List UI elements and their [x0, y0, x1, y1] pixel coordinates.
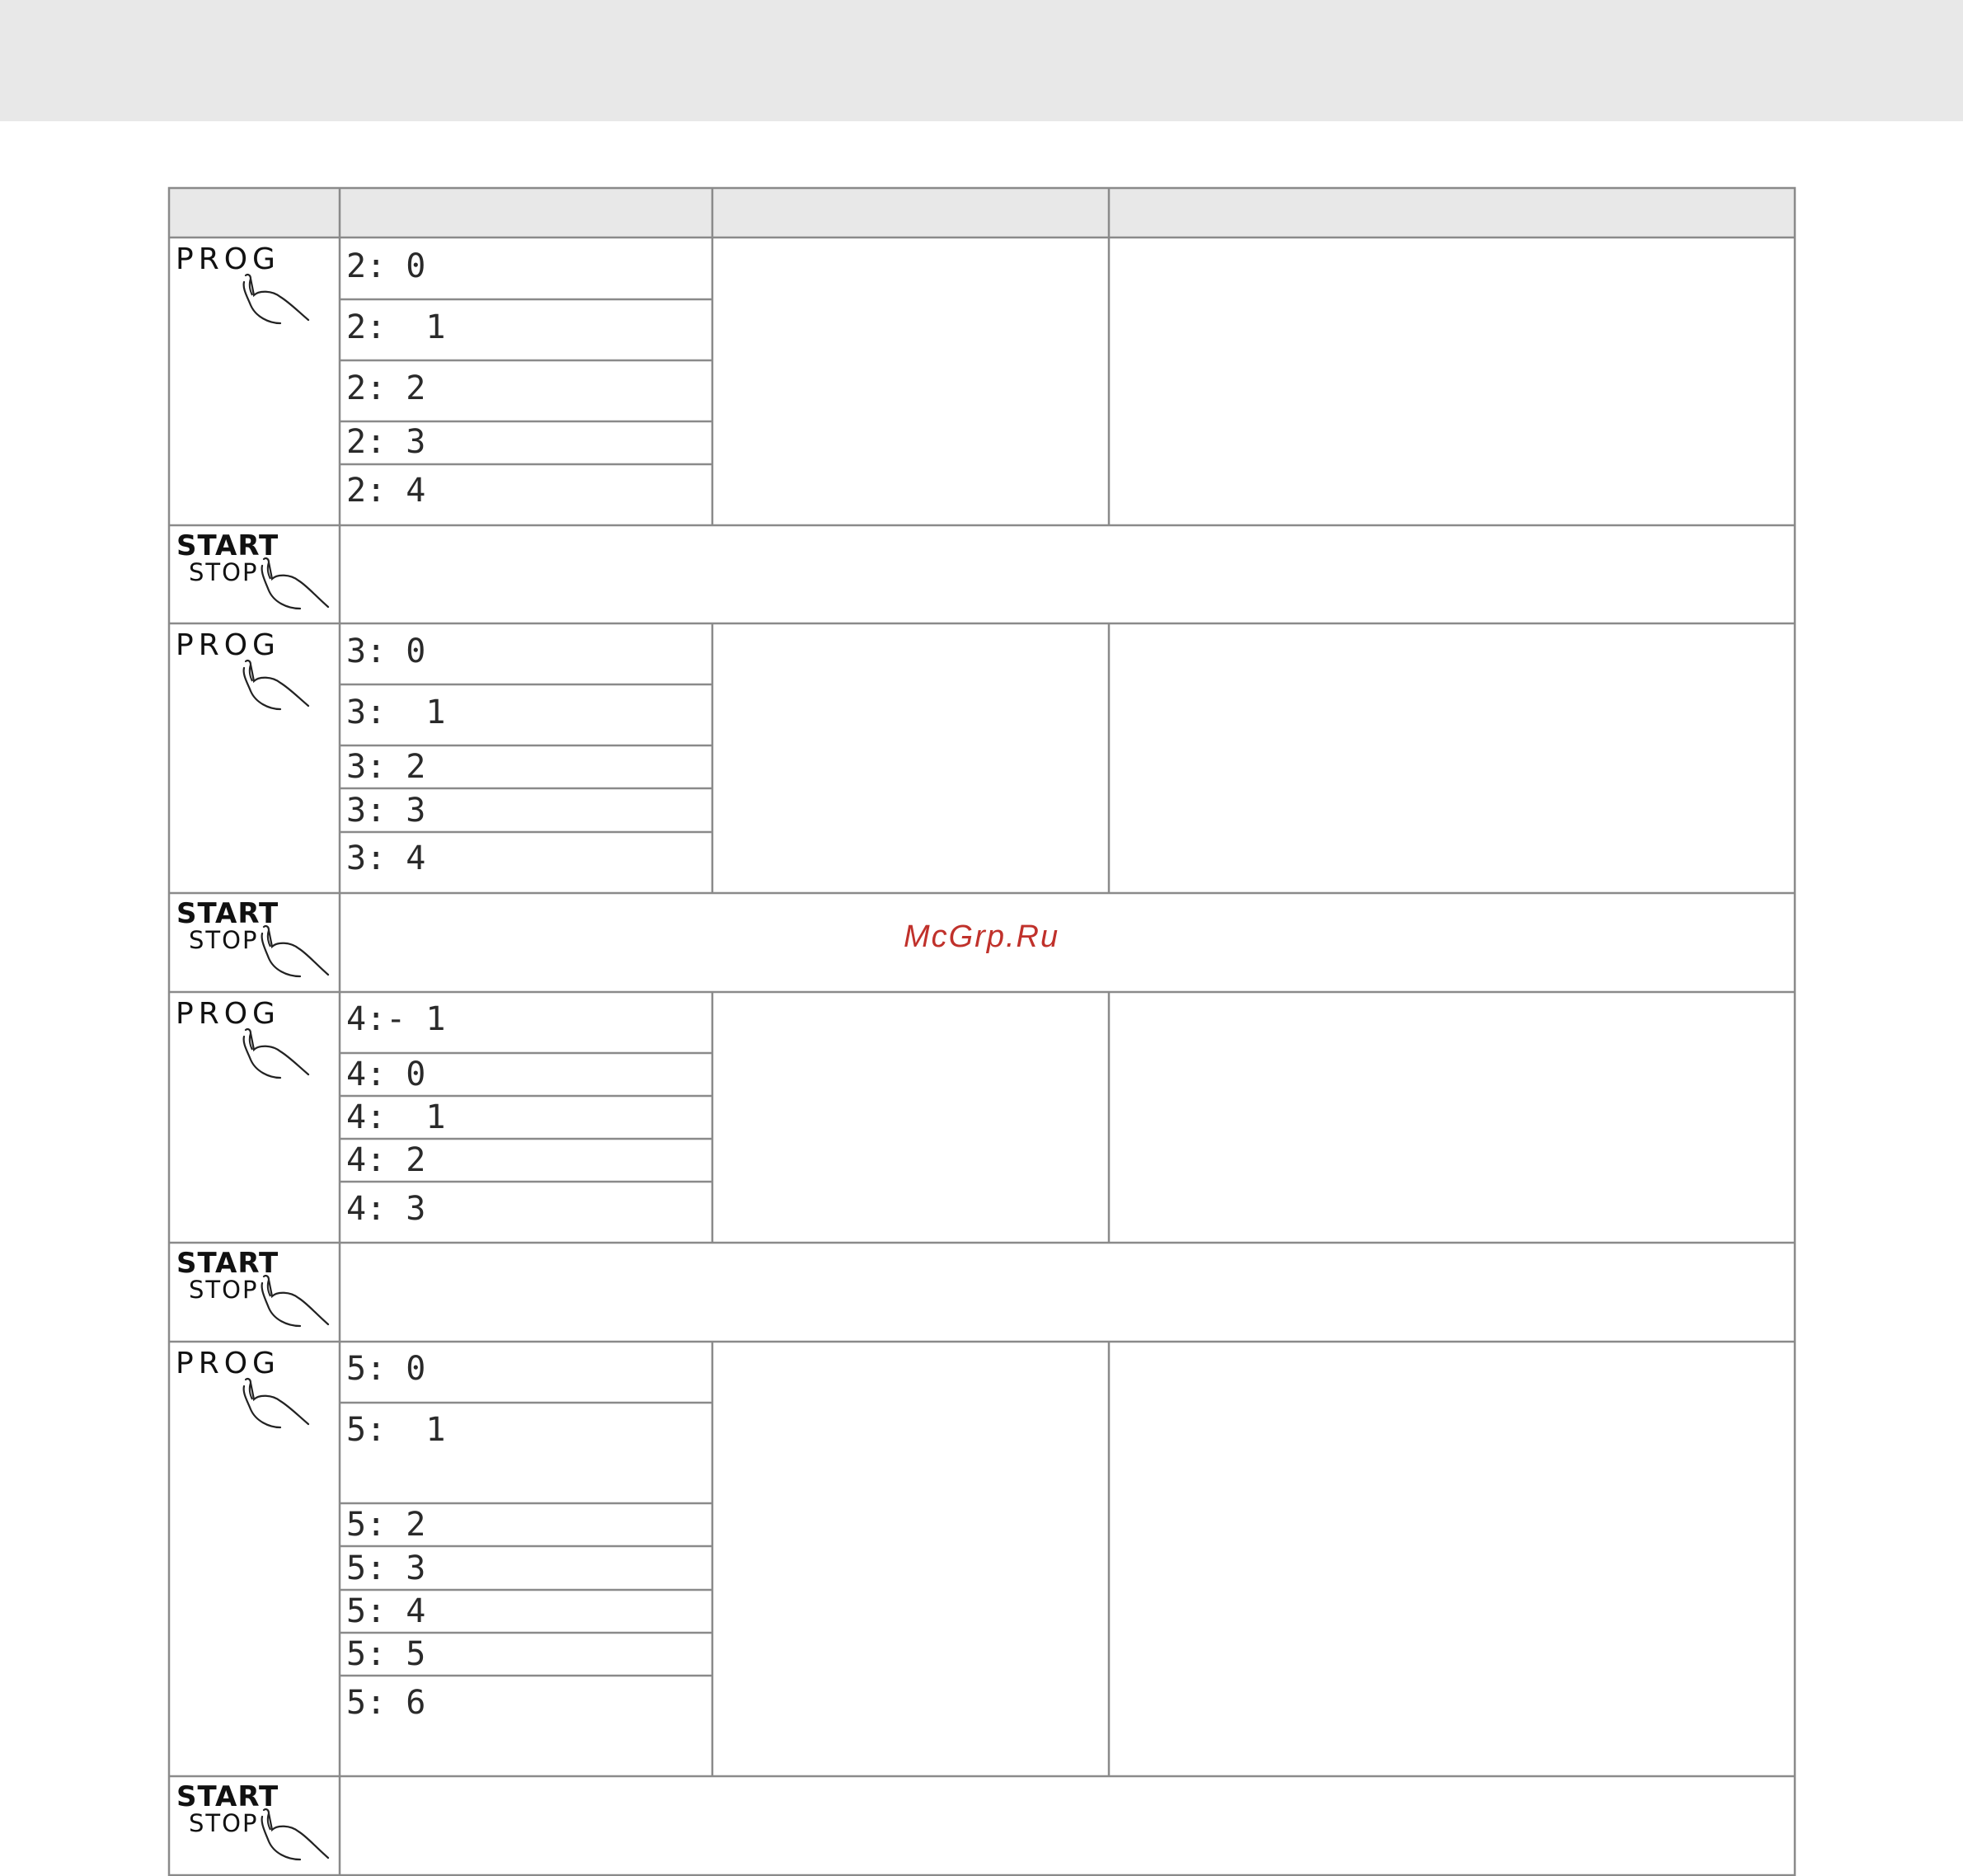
stop-button-label: STOP — [189, 926, 259, 954]
start-button-label: START — [176, 897, 279, 930]
finger-press-icon — [239, 272, 313, 328]
setting-code: 5: 1 — [346, 1411, 446, 1449]
finger-press-icon — [257, 1807, 331, 1864]
finger-press-icon — [239, 1376, 313, 1432]
setting-code: 4: 0 — [346, 1056, 426, 1093]
setting-code: 3: 0 — [346, 632, 426, 670]
setting-code: 5: 3 — [346, 1549, 426, 1587]
stop-button-label: STOP — [189, 1809, 259, 1837]
stop-button-label: STOP — [189, 1276, 259, 1304]
setting-code: 4: 3 — [346, 1190, 426, 1228]
setting-code: 2: 0 — [346, 247, 426, 285]
setting-code: 5: 2 — [346, 1506, 426, 1544]
setting-code: 2: 3 — [346, 423, 426, 461]
prog-button-label: PROG — [176, 997, 280, 1031]
setting-code: 3: 3 — [346, 792, 426, 830]
start-button-label: START — [176, 1780, 279, 1813]
start-button-label: START — [176, 1247, 279, 1280]
finger-press-icon — [239, 658, 313, 714]
prog-button-label: PROG — [176, 628, 280, 662]
setting-code: 5: 4 — [346, 1592, 426, 1630]
setting-code: 2: 1 — [346, 308, 446, 346]
start-button-label: START — [176, 529, 279, 562]
setting-code: 4:- 1 — [346, 1000, 446, 1038]
finger-press-icon — [239, 1027, 313, 1083]
finger-press-icon — [257, 924, 331, 981]
prog-button-label: PROG — [176, 1347, 280, 1380]
top-header-bar — [0, 0, 1963, 121]
watermark-text: McGrp.Ru — [904, 919, 1060, 954]
setting-code: 3: 1 — [346, 694, 446, 731]
prog-button-label: PROG — [176, 242, 280, 276]
setting-code: 3: 2 — [346, 748, 426, 786]
setting-code: 4: 1 — [346, 1098, 446, 1136]
stop-button-label: STOP — [189, 558, 259, 586]
setting-code: 3: 4 — [346, 839, 426, 877]
setting-code: 2: 2 — [346, 369, 426, 407]
table-header-row — [169, 188, 1795, 237]
setting-code: 4: 2 — [346, 1141, 426, 1179]
setting-code: 5: 5 — [346, 1635, 426, 1673]
setting-code: 5: 0 — [346, 1350, 426, 1388]
finger-press-icon — [257, 556, 331, 614]
finger-press-icon — [257, 1273, 331, 1331]
setting-code: 5: 6 — [346, 1684, 426, 1722]
setting-code: 2: 4 — [346, 472, 426, 510]
